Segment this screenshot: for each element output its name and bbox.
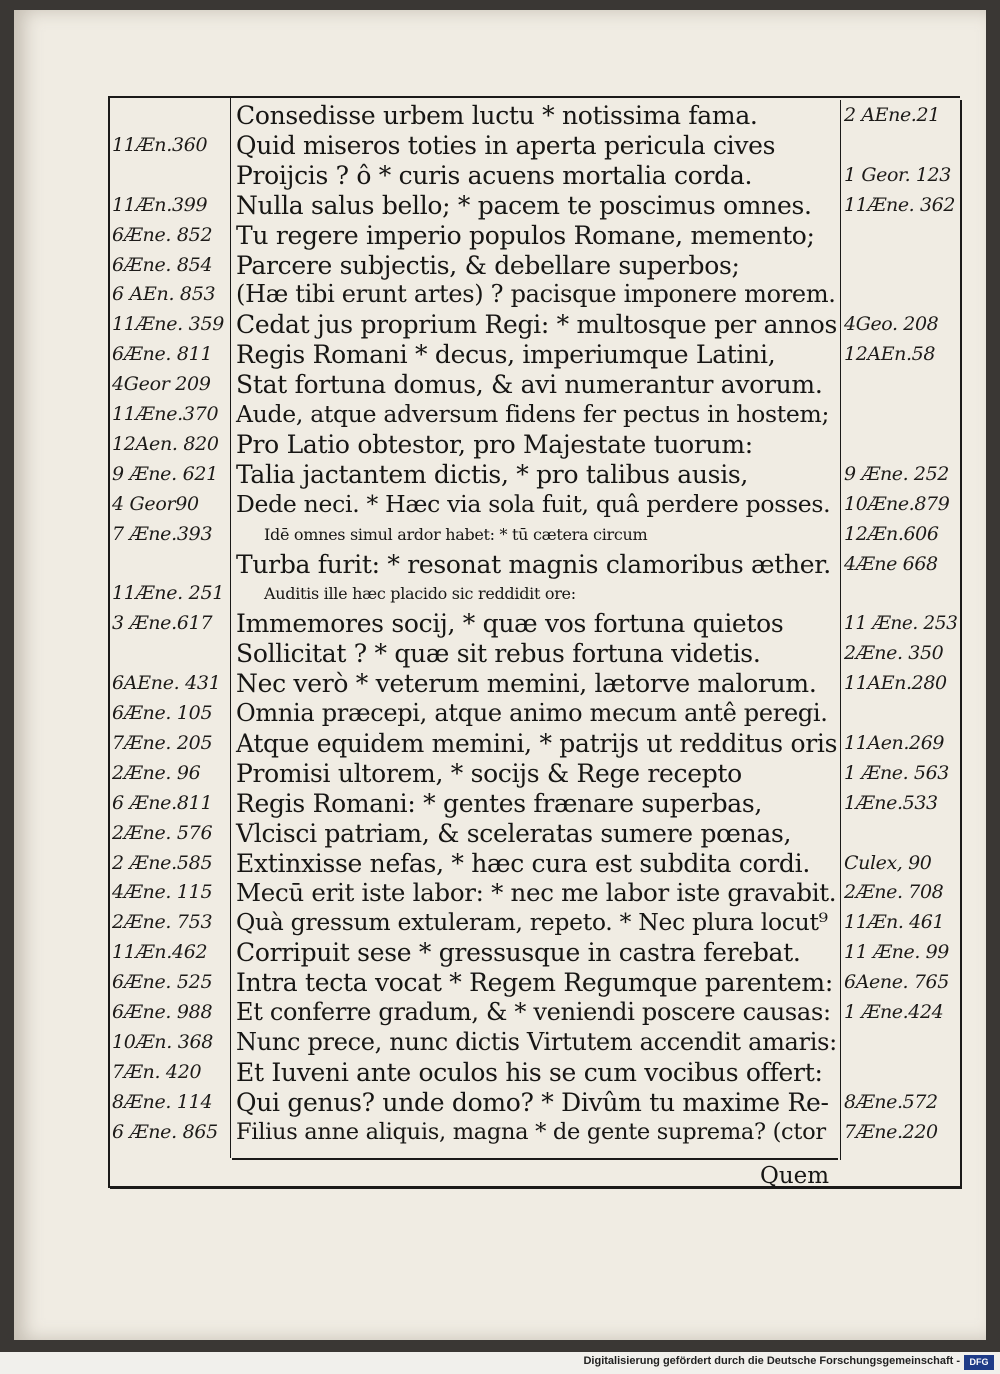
left-margin-reference: 6Æne. 105	[112, 702, 213, 724]
verse-text: Stat fortuna domus, & avi numerantur avorum.	[236, 370, 823, 400]
text-line	[0, 131, 1000, 160]
right-margin-reference: 11AEn.280	[844, 672, 947, 695]
text-line	[0, 729, 1000, 758]
text-line	[0, 968, 1000, 997]
verse-text: Tu regere imperio populos Romane, memento;	[236, 220, 815, 250]
text-line	[0, 340, 1000, 369]
text-line	[0, 789, 1000, 818]
verse-text: Promisi ultorem, * socijs & Rege recepto	[236, 758, 742, 788]
verse-text: Regis Romani: * gentes frænare superbas,	[236, 788, 763, 818]
text-line	[0, 1118, 1000, 1147]
text-line	[0, 430, 1000, 459]
right-margin-reference: 4Geo. 208	[844, 313, 939, 336]
text-line	[0, 400, 1000, 429]
text-line	[0, 1088, 1000, 1117]
left-margin-reference: 11Æn.360	[112, 133, 208, 156]
verse-text: Corripuit sese * gressusque in castra ferebat.	[236, 938, 801, 968]
right-margin-reference: 12Æn.606	[844, 522, 939, 545]
verse-text: Pro Latio obtestor, pro Majestate tuorum:	[236, 429, 753, 459]
frame-bottom-rule	[110, 1186, 962, 1189]
right-margin-reference: 1 Æne.424	[844, 1001, 944, 1023]
verse-text: Parcere subjectis, & debellare superbos;	[236, 250, 740, 280]
text-bottom-rule	[232, 1158, 838, 1160]
left-margin-reference: 6 Æne.811	[112, 791, 213, 814]
text-line	[0, 1058, 1000, 1087]
left-margin-reference: 6Æne. 854	[112, 253, 213, 276]
left-margin-reference: 2Æne. 753	[112, 911, 213, 934]
left-margin-reference: 6 Æne. 865	[112, 1120, 218, 1143]
right-margin-reference: 2 AEne.21	[844, 104, 940, 126]
text-line	[0, 490, 1000, 519]
verse-text: Cedat jus proprium Regi: * multosque per annos	[236, 310, 838, 340]
left-margin-reference: 11Æne. 359	[112, 313, 225, 336]
left-margin-reference: 8Æne. 114	[112, 1090, 213, 1113]
right-margin-reference: 11 Æne. 99	[844, 941, 949, 964]
right-margin-reference: 11 Æne. 253	[844, 613, 958, 635]
text-line	[0, 579, 1000, 608]
text-line	[0, 221, 1000, 250]
right-margin-reference: 4Æne 668	[844, 552, 938, 575]
left-margin-reference: 11Æn.399	[112, 193, 208, 216]
text-line	[0, 520, 1000, 549]
verse-text: Filius anne aliquis, magna * de gente suprema? (ctor	[236, 1118, 826, 1145]
right-margin-reference: 12AEn.58	[844, 343, 936, 366]
catchword: Quem	[760, 1163, 830, 1189]
left-margin-reference: 6Æne. 988	[112, 1001, 213, 1023]
verse-text: Auditis ille hæc placido sic reddidit ore:	[264, 584, 576, 604]
left-margin-reference: 4 Geor90	[112, 492, 199, 515]
text-line	[0, 819, 1000, 848]
text-line	[0, 101, 1000, 130]
left-margin-reference: 6Æne. 811	[112, 343, 213, 366]
right-margin-reference: 8Æne.572	[844, 1090, 938, 1113]
left-margin-reference: 10Æn. 368	[112, 1030, 214, 1053]
verse-text: Quà gressum extuleram, repeto. * Nec plura locut⁹	[236, 908, 828, 937]
verse-text: Immemores socij, * quæ vos fortuna quietos	[236, 609, 784, 639]
text-line	[0, 251, 1000, 280]
verse-text: Nulla salus bello; * pacem te poscimus omnes.	[236, 190, 812, 220]
left-margin-reference: 6AEne. 431	[112, 672, 221, 695]
verse-text: (Hæ tibi erunt artes) ? pacisque imponere morem.	[236, 280, 836, 309]
text-line	[0, 908, 1000, 937]
verse-text: Mecū erit iste labor: * nec me labor iste gravabit.	[236, 878, 837, 908]
left-margin-reference: 7 Æne.393	[112, 522, 213, 545]
verse-text: Talia jactantem dictis, * pro talibus ausis,	[236, 459, 749, 489]
text-line	[0, 460, 1000, 489]
digitization-footer	[0, 1352, 1000, 1374]
left-margin-reference: 11Æne.370	[112, 403, 219, 425]
text-line	[0, 849, 1000, 878]
right-margin-reference: Culex, 90	[844, 851, 932, 874]
left-margin-reference: 7Æn. 420	[112, 1060, 202, 1083]
verse-text: Omnia præcepi, atque animo mecum antê peregi.	[236, 699, 828, 727]
left-margin-reference: 6Æne. 852	[112, 223, 213, 246]
text-line	[0, 310, 1000, 339]
left-margin-reference: 3 Æne.617	[112, 612, 213, 635]
left-margin-reference: 4Geor 209	[112, 373, 211, 396]
verse-text: Vlcisci patriam, & sceleratas sumere pœnas,	[236, 818, 792, 848]
text-line	[0, 938, 1000, 967]
left-margin-reference: 11Æn.462	[112, 941, 208, 964]
verse-text: Nec verò * veterum memini, lætorve malorum.	[236, 669, 817, 699]
left-margin-reference: 9 Æne. 621	[112, 462, 218, 485]
verse-text: Intra tecta vocat * Regem Regumque parentem:	[236, 968, 833, 998]
verse-text: Proijcis ? ô * curis acuens mortalia corda.	[236, 160, 753, 190]
text-line	[0, 161, 1000, 190]
right-margin-reference: 11Aen.269	[844, 731, 945, 754]
verse-text: Et conferre gradum, & * veniendi poscere causas:	[236, 998, 831, 1026]
text-line	[0, 759, 1000, 788]
funding-credit: Digitalisierung gefördert durch die Deutsche Forschungsgemeinschaft -	[583, 1355, 960, 1367]
right-margin-reference: 2Æne. 708	[844, 881, 944, 904]
text-line	[0, 639, 1000, 668]
text-line	[0, 370, 1000, 399]
right-margin-reference: 2Æne. 350	[844, 642, 944, 665]
left-margin-reference: 12Aen. 820	[112, 432, 219, 455]
dfg-logo: DFG	[964, 1355, 994, 1370]
verse-text: Aude, atque adversum fidens fer pectus in hostem;	[236, 400, 830, 428]
text-line	[0, 669, 1000, 698]
text-line	[0, 550, 1000, 579]
left-margin-reference: 7Æne. 205	[112, 731, 213, 754]
right-margin-reference: 10Æne.879	[844, 492, 950, 515]
verse-text: Sollicitat ? * quæ sit rebus fortuna videtis.	[236, 639, 761, 669]
verse-text: Dede neci. * Hæc via sola fuit, quâ perdere posses.	[236, 489, 831, 518]
right-margin-reference: 6Aene. 765	[844, 971, 949, 994]
left-margin-reference: 6 AEn. 853	[112, 283, 216, 306]
text-line	[0, 699, 1000, 728]
right-margin-reference: 7Æne.220	[844, 1120, 938, 1143]
verse-text: Extinxisse nefas, * hæc cura est subdita cordi.	[236, 848, 810, 878]
text-line	[0, 998, 1000, 1027]
verse-text: Regis Romani * decus, imperiumque Latini,	[236, 340, 776, 370]
right-margin-reference: 9 Æne. 252	[844, 462, 949, 485]
left-margin-reference: 4Æne. 115	[112, 881, 213, 904]
right-margin-reference: 11Æn. 461	[844, 911, 945, 934]
verse-text: Consedisse urbem luctu * notissima fama.	[236, 101, 758, 130]
left-margin-reference: 2Æne. 576	[112, 821, 213, 844]
verse-text: Quid miseros toties in aperta pericula cives	[236, 130, 776, 160]
verse-text: Atque equidem memini, * patrijs ut redditus oris	[236, 728, 838, 758]
verse-text: Nunc prece, nunc dictis Virtutem accendit amaris:	[236, 1027, 837, 1056]
verse-text: Idē omnes simul ardor habet: * tū cætera circum	[264, 524, 648, 544]
left-margin-reference: 11Æne. 251	[112, 582, 225, 605]
left-margin-reference: 2 Æne.585	[112, 851, 213, 874]
right-margin-reference: 1 Geor. 123	[844, 163, 951, 186]
verse-text: Qui genus? unde domo? * Divûm tu maxime Re-	[236, 1087, 829, 1117]
verse-text: Et Iuveni ante oculos his se cum vocibus offert:	[236, 1057, 823, 1087]
right-margin-reference: 11Æne. 362	[844, 193, 956, 216]
text-line	[0, 878, 1000, 907]
text-line	[0, 609, 1000, 638]
text-line	[0, 280, 1000, 309]
right-margin-reference: 1 Æne. 563	[844, 761, 949, 784]
text-line	[0, 191, 1000, 220]
right-margin-reference: 1Æne.533	[844, 791, 938, 814]
text-line	[0, 1028, 1000, 1057]
left-margin-reference: 6Æne. 525	[112, 971, 213, 994]
verse-text: Turba furit: * resonat magnis clamoribus æther.	[236, 549, 831, 579]
frame-top-rule	[108, 96, 960, 98]
left-margin-reference: 2Æne. 96	[112, 761, 201, 784]
